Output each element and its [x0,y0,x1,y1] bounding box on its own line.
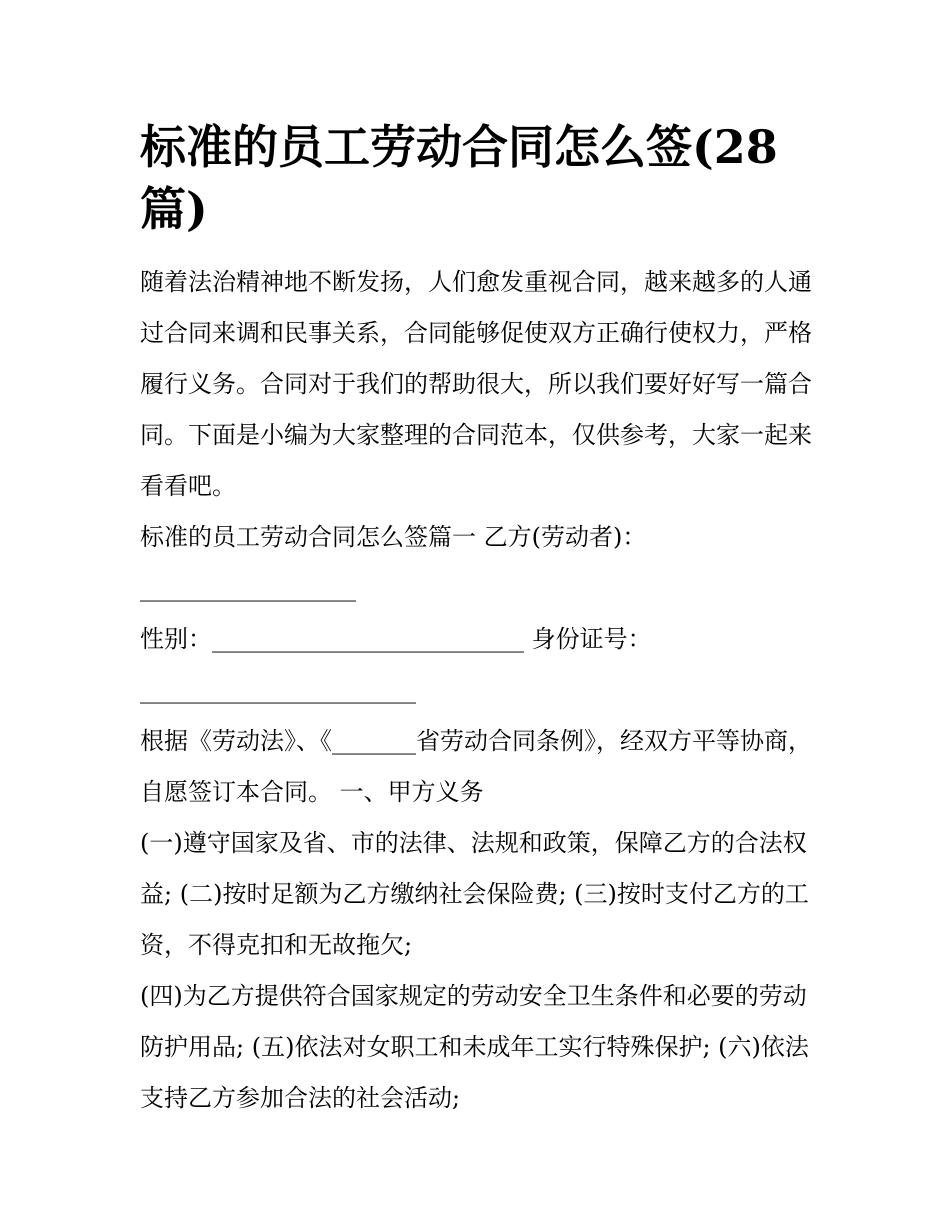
employer-duties-paragraph-1: (一)遵守国家及省、市的法律、法规和政策，保障乙方的合法权益; (二)按时足额为乙方缴纳社会保险费; (三)按时支付乙方的工资，不得克扣和无故拖欠; [140,829,809,959]
document-body [140,116,812,1124]
legal-basis-paragraph: 根据《劳动法》、《_______省劳动合同条例》，经双方平等协商，自愿签订本合同。 一、甲方义务 [140,727,812,806]
intro-paragraph: 随着法治精神地不断发扬，人们愈发重视合同，越来越多的人通过合同来调和民事关系，合同能够促使双方正确行使权力，严格履行义务。合同对于我们的帮助很大，所以我们要好好写一篇合同。下面是小编为大家整理的合同范本，仅供参考，大家一起来看看吧。 [140,268,812,500]
document-title: 标准的员工劳动合同怎么签(28篇) [140,120,778,236]
gender-id-field-line: 性别：__________________________ 身份证号：_______________________ [140,625,652,704]
employer-duties-paragraph-2: (四)为乙方提供符合国家规定的劳动安全卫生条件和必要的劳动防护用品; (五)依法对女职工和未成年工实行特殊保护; (六)依法支持乙方参加合法的社会活动; [140,982,809,1112]
section-heading-paragraph: 标准的员工劳动合同怎么签篇一 乙方(劳动者)：__________________ [140,523,647,602]
